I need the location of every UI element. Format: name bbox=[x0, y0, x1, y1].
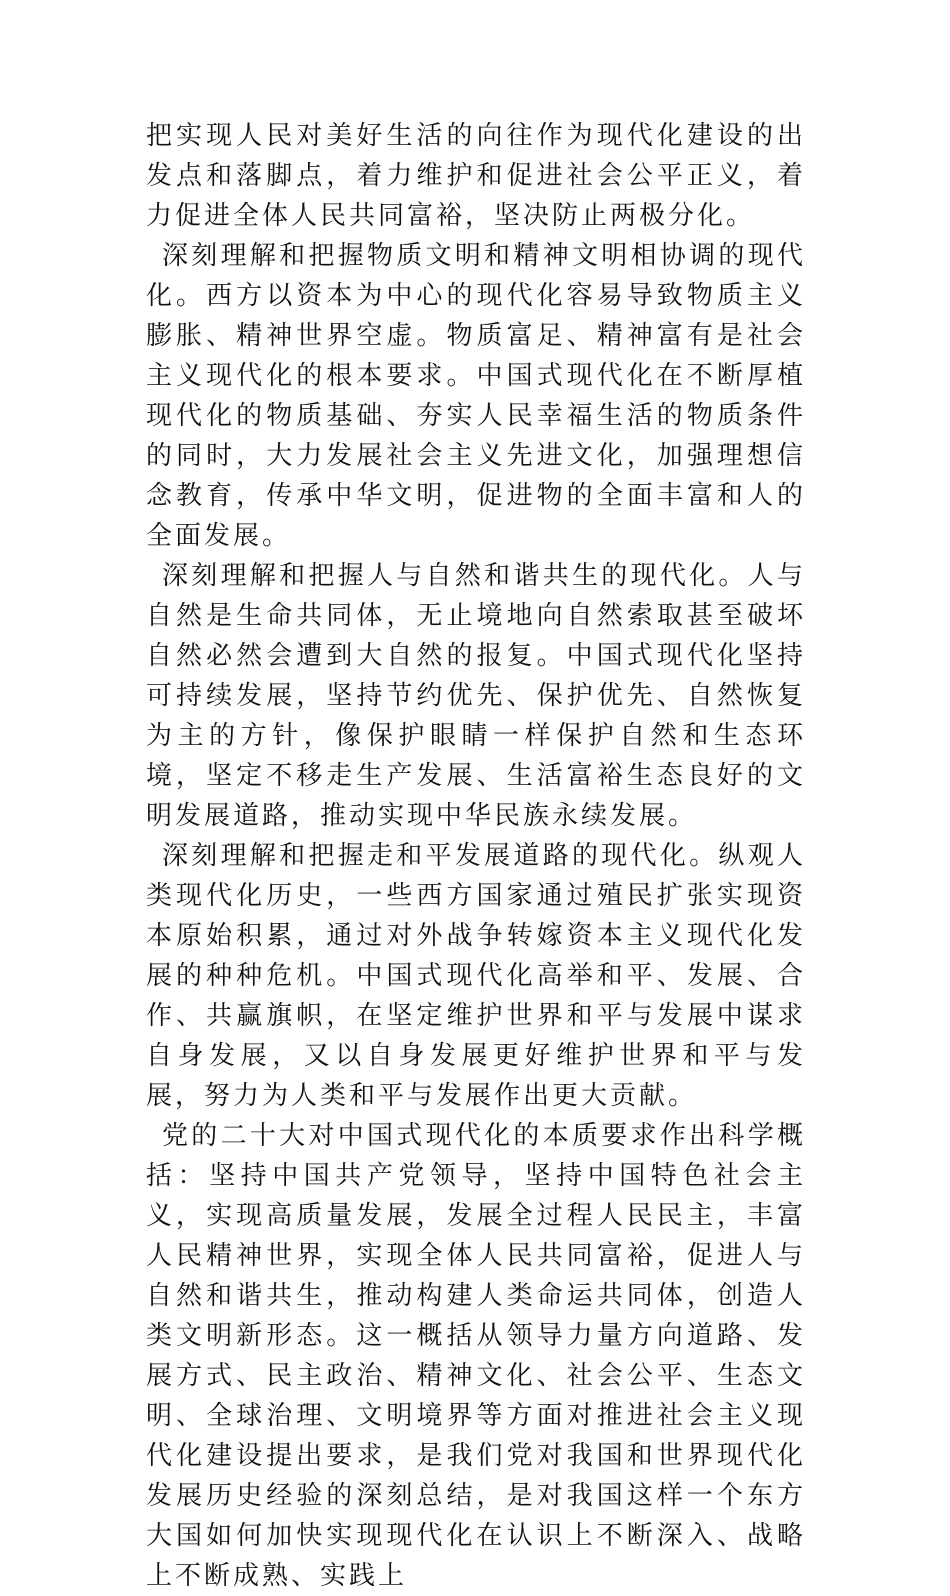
document-body bbox=[146, 116, 806, 1596]
paragraph-essential-requirements: 党的二十大对中国式现代化的本质要求作出科学概括：坚持中国共产党领导，坚持中国特色社会主义，实现高质量发展，发展全过程人民民主，丰富人民精神世界，实现全体人民共同富裕，促进人与自然和谐共生，推动构建人类命运共同体，创造人类文明新形态。这一概括从领导力量方向道路、发展方式、民主政治、精神文化、社会公平、生态文明、全球治理、文明境界等方面对推进社会主义现代化建设提出要求，是我们党对我国和世界现代化发展历史经验的深刻总结，是对我国这样一个东方大国如何加快实现现代化在认识上不断深入、战略上不断成熟、实践上 bbox=[146, 1121, 806, 1591]
paragraph-peaceful-development: 深刻理解和把握走和平发展道路的现代化。纵观人类现代化历史，一些西方国家通过殖民扩张实现资本原始积累，通过对外战争转嫁资本主义现代化发展的种种危机。中国式现代化高举和平、发展、合作、共赢旗帜，在坚定维护世界和平与发展中谋求自身发展，又以自身发展更好维护世界和平与发展，努力为人类和平与发展作出更大贡献。 bbox=[146, 841, 806, 1111]
paragraph-material-spiritual: 深刻理解和把握物质文明和精神文明相协调的现代化。西方以资本为中心的现代化容易导致物质主义膨胀、精神世界空虚。物质富足、精神富有是社会主义现代化的根本要求。中国式现代化在不断厚植现代化的物质基础、夯实人民幸福生活的物质条件的同时，大力发展社会主义先进文化，加强理想信念教育，传承中华文明，促进物的全面丰富和人的全面发展。 bbox=[146, 241, 806, 551]
paragraph-human-nature: 深刻理解和把握人与自然和谐共生的现代化。人与自然是生命共同体，无止境地向自然索取甚至破坏自然必然会遭到大自然的报复。中国式现代化坚持可持续发展，坚持节约优先、保护优先、自然恢复为主的方针，像保护眼睛一样保护自然和生态环境，坚定不移走生产发展、生活富裕生态良好的文明发展道路，推动实现中华民族永续发展。 bbox=[146, 561, 806, 831]
paragraph-continuation: 把实现人民对美好生活的向往作为现代化建设的出发点和落脚点，着力维护和促进社会公平正义，着力促进全体人民共同富裕，坚决防止两极分化。 bbox=[146, 121, 806, 231]
